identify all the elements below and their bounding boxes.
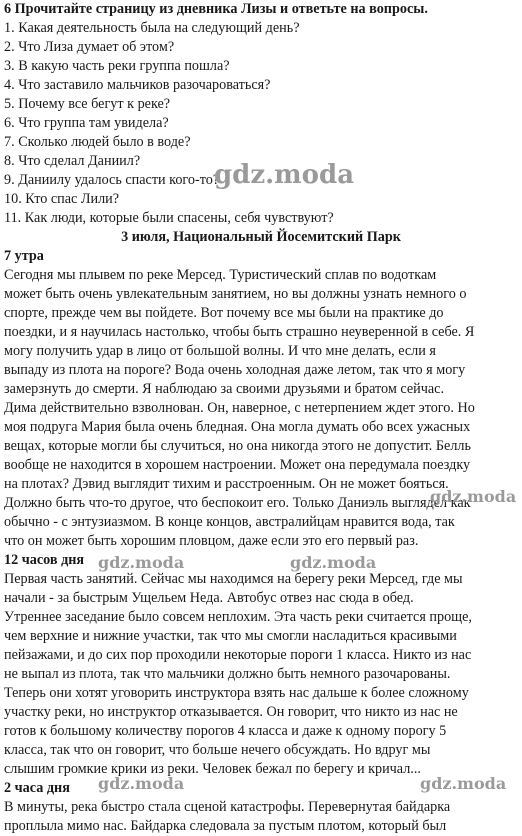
paragraph-line: поездки, и я научилась настолько, чтобы быть страшно неуверенной в себе. Я bbox=[4, 324, 475, 340]
watermark-logo: gdz.moda bbox=[420, 774, 507, 793]
paragraph-line: обычно - с энтузиазмом. В конце концов, австралийцам нравится вода, так bbox=[4, 514, 455, 530]
paragraph-line: начали - за быстрым Ущельем Неда. Автобус отвез нас сюда в обед. bbox=[4, 590, 414, 606]
question-8: 8. Что сделал Даниил? bbox=[4, 153, 141, 169]
question-1: 1. Какая деятельность была на следующий день? bbox=[4, 20, 300, 36]
paragraph-line: чем верхние и нижние участки, так что мы смогли насладиться красивыми bbox=[4, 628, 457, 644]
question-7: 7. Сколько людей было в воде? bbox=[4, 134, 191, 150]
paragraph-line: класса, так что он говорит, что больше нечего обсуждать. Но вдруг мы bbox=[4, 742, 431, 758]
diary-heading: 3 июля, Национальный Йосемитский Парк bbox=[121, 229, 401, 245]
question-5: 5. Почему все бегут к реке? bbox=[4, 96, 171, 112]
task-title: 6 Прочитайте страницу из дневника Лизы и ответьте на вопросы. bbox=[4, 1, 428, 17]
question-10: 10. Кто спас Лили? bbox=[4, 191, 120, 207]
paragraph-line: что он может быть хорошим пловцом, даже если это его первый раз. bbox=[4, 533, 419, 549]
watermark-logo: gdz.moda bbox=[430, 487, 517, 506]
section-time-morning: 7 утра bbox=[4, 248, 44, 264]
paragraph-line: Дима действительно взволнован. Он, наверное, с нетерпением ждет этого. Но bbox=[4, 400, 475, 416]
question-9: 9. Даниилу удалось спасти кого-то? bbox=[4, 172, 220, 188]
watermark-logo: gdz.moda bbox=[290, 553, 377, 572]
paragraph-line: замерзнуть до смерти. Я наблюдаю за своими друзьями и братом сейчас. bbox=[4, 381, 445, 397]
paragraph-line: участку реки, но инструктор отказывается. Он говорит, что никто из нас не bbox=[4, 704, 458, 720]
paragraph-line: Сегодня мы плывем по реке Мерсед. Туристический сплав по водоткам bbox=[4, 267, 437, 283]
section-time-afternoon: 2 часа дня bbox=[4, 780, 70, 796]
paragraph-line: В минуты, река быстро стала сценой катастрофы. Перевернутая байдарка bbox=[4, 799, 451, 815]
watermark-logo: gdz.moda bbox=[98, 553, 185, 572]
paragraph-line: Утреннее заседание было совсем неплохим. Эта часть реки считается проще, bbox=[4, 609, 472, 625]
question-2: 2. Что Лиза думает об этом? bbox=[4, 39, 175, 55]
paragraph-line: слышим громкие крики из реки. Человек бежал по берегу и кричал... bbox=[4, 761, 421, 777]
paragraph-line: на плотах? Дэвид выглядит тихим и расстроенным. Он не может бояться. bbox=[4, 476, 449, 492]
paragraph-line: моя подруга Мария была очень бледная. Она могла думать обо всех ужасных bbox=[4, 419, 471, 435]
question-3: 3. В какую часть реки группа пошла? bbox=[4, 58, 230, 74]
section-time-noon: 12 часов дня bbox=[4, 552, 85, 568]
paragraph-line: выпаду из плота на пороге? Вода очень холодная даже летом, так что я могу bbox=[4, 362, 466, 378]
paragraph-line: готов к большому количеству порогов 4 класса и даже к одному порогу 5 bbox=[4, 723, 447, 739]
question-4: 4. Что заставило мальчиков разочароваться? bbox=[4, 77, 271, 93]
paragraph-line: пейзажами, и до сих пор проходили некоторые пороги 1 класса. Никто из нас bbox=[4, 647, 472, 663]
paragraph-line: проплыла мимо нас. Байдарка следовала за пустым плотом, который был bbox=[4, 818, 447, 834]
watermark-logo: gdz.moda bbox=[214, 160, 355, 190]
paragraph-line: вообще не находится в хорошем настроении. Может она передумала поездку bbox=[4, 457, 471, 473]
question-6: 6. Что группа там увидела? bbox=[4, 115, 169, 131]
paragraph-line: спорте, прежде чем вы пойдете. Вот почему все мы были на практике до bbox=[4, 305, 444, 321]
paragraph-line: может быть очень увлекательным занятием, но вы должны узнать немного о bbox=[4, 286, 467, 302]
paragraph-line: Должно быть что-то другое, что беспокоит его. Только Даниэль выглядел как bbox=[4, 495, 471, 511]
watermark-logo: gdz.moda bbox=[98, 774, 185, 793]
question-11: 11. Как люди, которые были спасены, себя чувствуют? bbox=[4, 210, 334, 226]
paragraph-line: вещах, которые могли бы случиться, но она никогда этого не допустит. Белль bbox=[4, 438, 471, 454]
paragraph-line: не выпал из плота, так что мальчики должно быть немного разочарованы. bbox=[4, 666, 451, 682]
paragraph-line: Первая часть занятий. Сейчас мы находимся на берегу реки Мерсед, где мы bbox=[4, 571, 463, 587]
paragraph-line: могу получить удар в лицо от большой волны. И что мне делать, если я bbox=[4, 343, 436, 359]
paragraph-line: Теперь они хотят уговорить инструктора взять нас дальше к более сложному bbox=[4, 685, 469, 701]
